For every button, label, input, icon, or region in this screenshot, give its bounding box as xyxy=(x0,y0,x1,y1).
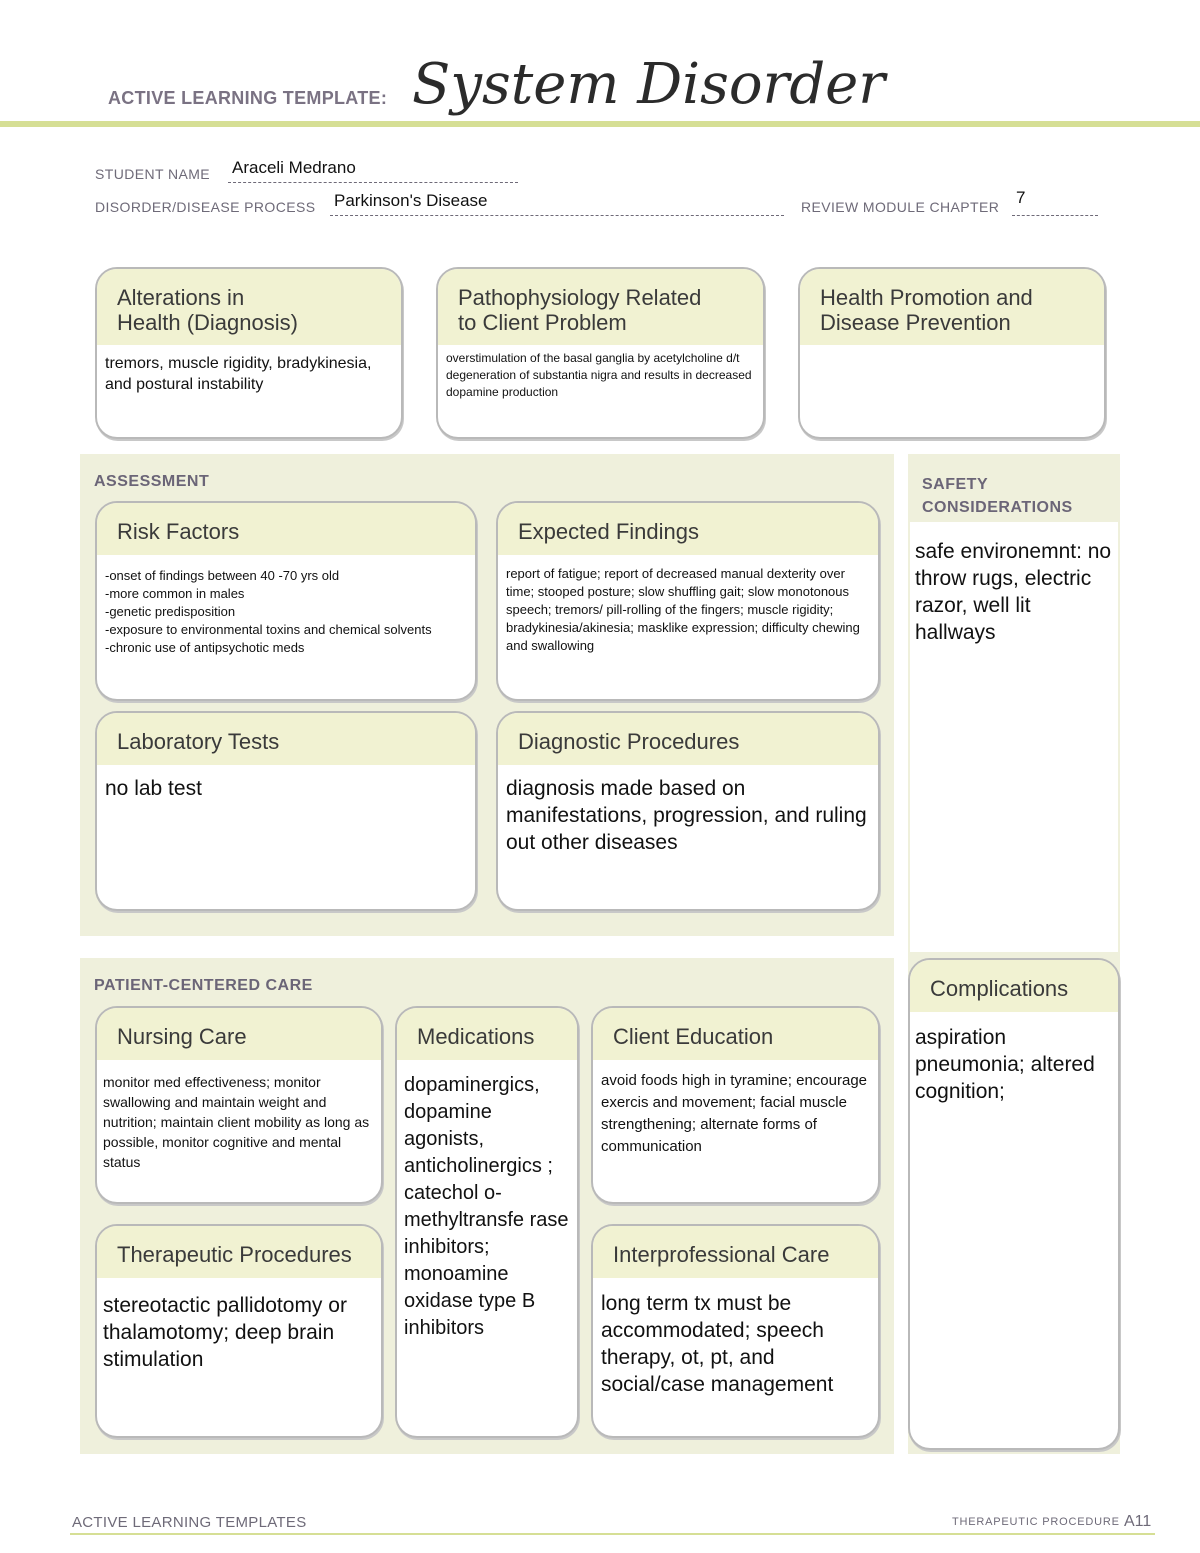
safety-content-area xyxy=(910,522,1118,952)
student-name-line xyxy=(228,182,518,183)
header-divider xyxy=(0,121,1200,127)
review-module-line xyxy=(1012,215,1098,216)
alterations-text[interactable]: tremors, muscle rigidity, bradykinesia, and postural instability xyxy=(105,355,372,393)
interprofessional-care-title: Interprofessional Care xyxy=(593,1226,878,1278)
safety-text[interactable]: safe environemnt: no throw rugs, electric razor, well lit hallways xyxy=(915,540,1112,644)
medications-title: Medications xyxy=(397,1008,577,1060)
client-education-card xyxy=(591,1006,880,1204)
risk-factors-title: Risk Factors xyxy=(97,503,475,555)
template-label: ACTIVE LEARNING TEMPLATE: xyxy=(108,88,388,108)
risk-factors-card xyxy=(95,501,477,701)
laboratory-tests-card xyxy=(95,711,477,911)
interprofessional-care-text[interactable]: long term tx must be accommodated; speech therapy, ot, pt, and social/case management xyxy=(601,1292,834,1396)
complications-text[interactable]: aspiration pneumonia; altered cognition; xyxy=(915,1026,1095,1103)
medications-card xyxy=(395,1006,579,1438)
therapeutic-procedures-card xyxy=(95,1224,383,1438)
disorder-field[interactable]: Parkinson's Disease xyxy=(334,191,488,210)
student-name-label: STUDENT NAME xyxy=(95,166,210,182)
template-title: System Disorder xyxy=(412,52,886,117)
alterations-card xyxy=(95,267,403,439)
disorder-line xyxy=(330,215,784,216)
medications-text[interactable]: dopaminergics, dopamine agonists, anticholinergics ; catechol o-methyltransfe rase inhibitors; monoamine oxidase type B inhibitors xyxy=(404,1074,569,1339)
risk-factors-text[interactable]: -onset of findings between 40 -70 yrs old -more common in males -genetic predisposition -exposure to environmental toxins and chemical solvents -chronic use of antipsychotic meds xyxy=(105,568,432,655)
nursing-care-text[interactable]: monitor med effectiveness; monitor swallowing and maintain weight and nutrition; maintain client mobility as long as possible, monitor cognitive and mental status xyxy=(103,1074,370,1170)
therapeutic-procedures-title: Therapeutic Procedures xyxy=(97,1226,381,1278)
health-promotion-card xyxy=(798,267,1106,439)
review-module-label: REVIEW MODULE CHAPTER xyxy=(801,199,1000,215)
footer-divider xyxy=(70,1533,1155,1535)
expected-findings-text[interactable]: report of fatigue; report of decreased manual dexterity over time; stooped posture; slow shuffling gait; slow monotonous speech; tremors/ pill-rolling of the fingers; muscle rigidity; bradykinesia/akinesia; masklike expression; difficulty chewing and swallowing xyxy=(506,566,860,653)
pathophysiology-title: Pathophysiology Related to Client Problem xyxy=(438,269,763,345)
laboratory-tests-text[interactable]: no lab test xyxy=(105,777,202,800)
complications-title: Complications xyxy=(910,960,1118,1012)
laboratory-tests-title: Laboratory Tests xyxy=(97,713,475,765)
expected-findings-card xyxy=(496,501,880,701)
pathophysiology-card xyxy=(436,267,765,439)
safety-label: SAFETY CONSIDERATIONS xyxy=(922,476,1073,516)
footer-left-label: ACTIVE LEARNING TEMPLATES xyxy=(72,1514,307,1531)
patient-care-label: PATIENT-CENTERED CARE xyxy=(94,977,313,994)
health-promotion-text[interactable] xyxy=(800,345,1104,361)
footer-right-label: THERAPEUTIC PROCEDURE xyxy=(952,1516,1120,1528)
therapeutic-procedures-text[interactable]: stereotactic pallidotomy or thalamotomy; deep brain stimulation xyxy=(103,1294,347,1371)
review-module-field[interactable]: 7 xyxy=(1016,188,1026,207)
diagnostic-procedures-text[interactable]: diagnosis made based on manifestations, progression, and ruling out other diseases xyxy=(506,777,867,854)
nursing-care-title: Nursing Care xyxy=(97,1008,381,1060)
health-promotion-title: Health Promotion and Disease Prevention xyxy=(800,269,1104,345)
diagnostic-procedures-title: Diagnostic Procedures xyxy=(498,713,878,765)
client-education-text[interactable]: avoid foods high in tyramine; encourage exercis and movement; facial muscle strengthening; alternate forms of communication xyxy=(601,1072,868,1155)
alterations-title: Alterations in Health (Diagnosis) xyxy=(97,269,401,345)
client-education-title: Client Education xyxy=(593,1008,878,1060)
complications-card xyxy=(908,958,1120,1450)
student-name-field[interactable]: Araceli Medrano xyxy=(232,158,356,177)
nursing-care-card xyxy=(95,1006,383,1204)
assessment-label: ASSESSMENT xyxy=(94,473,210,490)
interprofessional-care-card xyxy=(591,1224,880,1438)
pathophysiology-text[interactable]: overstimulation of the basal ganglia by acetylcholine d/t degeneration of substantia nigra and results in decreased dopamine production xyxy=(446,351,752,399)
footer-page-number: A11 xyxy=(1124,1513,1152,1530)
expected-findings-title: Expected Findings xyxy=(498,503,878,555)
diagnostic-procedures-card xyxy=(496,711,880,911)
disorder-label: DISORDER/DISEASE PROCESS xyxy=(95,199,316,215)
